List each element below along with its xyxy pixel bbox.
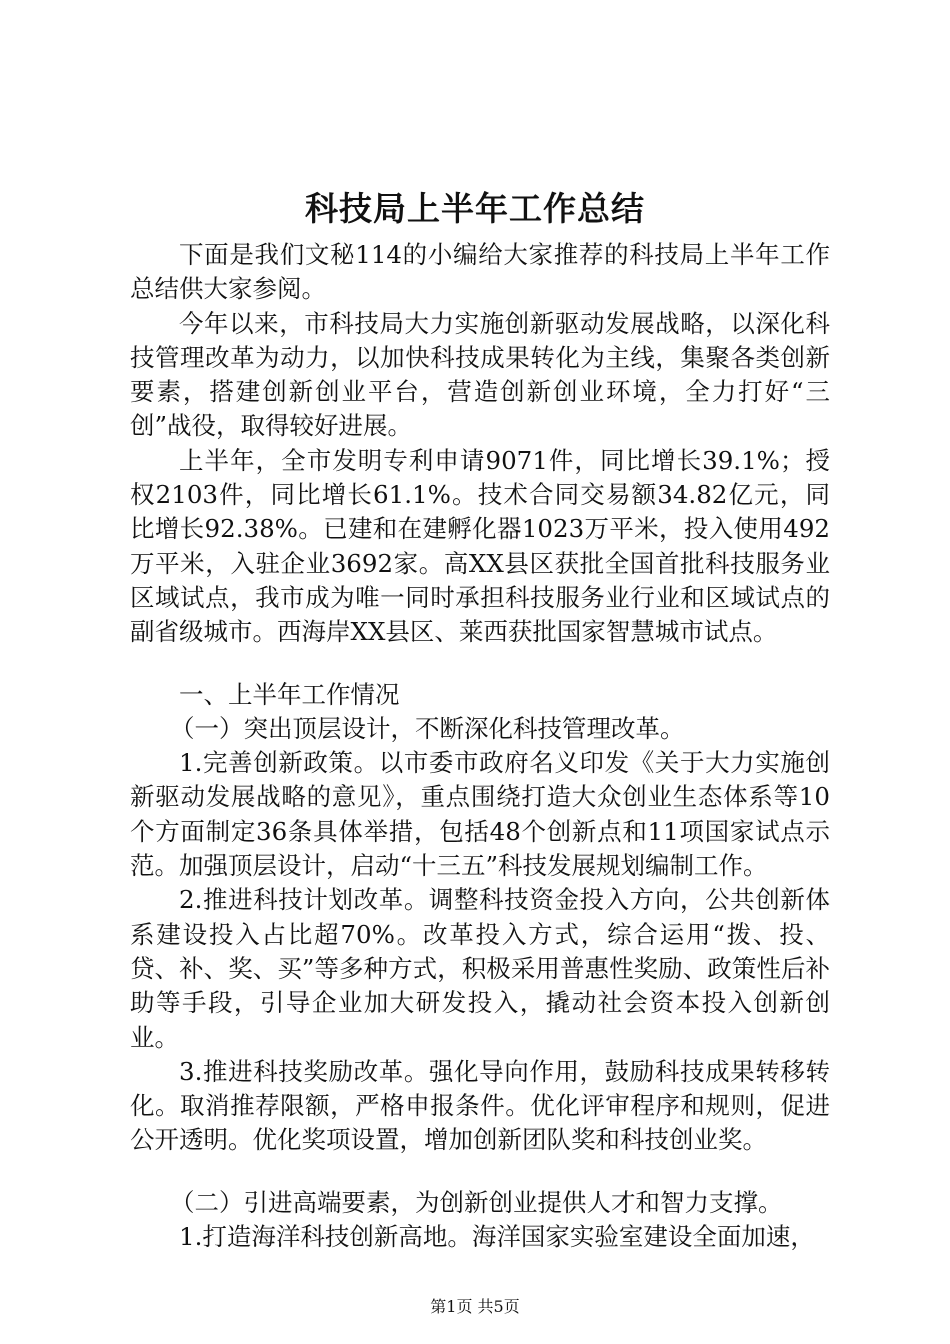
intro-paragraph: 下面是我们文秘114的小编给大家推荐的科技局上半年工作总结供大家参阅。: [130, 240, 830, 304]
subsection-heading: （二）引进高端要素，为创新创业提供人才和智力支撑。: [170, 1187, 783, 1217]
page-number-footer: 第1页 共5页: [430, 1297, 520, 1316]
document-body: [130, 238, 830, 1254]
body-paragraph: 1.完善创新政策。以市委市政府名义印发《关于大力实施创新驱动发展战略的意见》，重点围绕打造大众创业生态体系等10个方面制定36条具体举措，包括48个创新点和11项国家试点示范。加强顶层设计，启动“十三五”科技发展规划编制工作。: [130, 748, 830, 881]
body-paragraph: 3.推进科技奖励改革。强化导向作用，鼓励科技成果转移转化。取消推荐限额，严格申报条件。优化评审程序和规则，促进公开透明。优化奖项设置，增加创新团队奖和科技创业奖。: [130, 1056, 830, 1155]
section-heading: 一、上半年工作情况: [179, 679, 400, 709]
overview-paragraph: 今年以来，市科技局大力实施创新驱动发展战略，以深化科技管理改革为动力，以加快科技成果转化为主线，集聚各类创新要素，搭建创新创业平台，营造创新创业环境，全力打好“三创”战役，取得较好进展。: [130, 308, 830, 441]
body-paragraph: 1.打造海洋科技创新高地。海洋国家实验室建设全面加速，: [179, 1222, 815, 1252]
body-paragraph: 2.推进科技计划改革。调整科技资金投入方向，公共创新体系建设投入占比超70%。改革投入方式，综合运用“拨、投、贷、补、奖、买”等多种方式，积极采用普惠性奖励、政策性后补助等手段，引导企业加大研发投入，撬动社会资本投入创新创业。: [130, 885, 830, 1052]
document-title: 科技局上半年工作总结: [305, 189, 645, 228]
subsection-heading: （一）突出顶层设计，不断深化科技管理改革。: [170, 713, 685, 743]
statistics-paragraph: 上半年，全市发明专利申请9071件，同比增长39.1%；授权2103件，同比增长61.1%。技术合同交易额34.82亿元，同比增长92.38%。已建和在建孵化器1023万平米，投入使用492万平米，入驻企业3692家。高XX县区获批全国首批科技服务业区域试点，我市成为唯一同时承担科技服务业行业和区域试点的副省级城市。西海岸XX县区、莱西获批国家智慧城市试点。: [130, 445, 830, 647]
